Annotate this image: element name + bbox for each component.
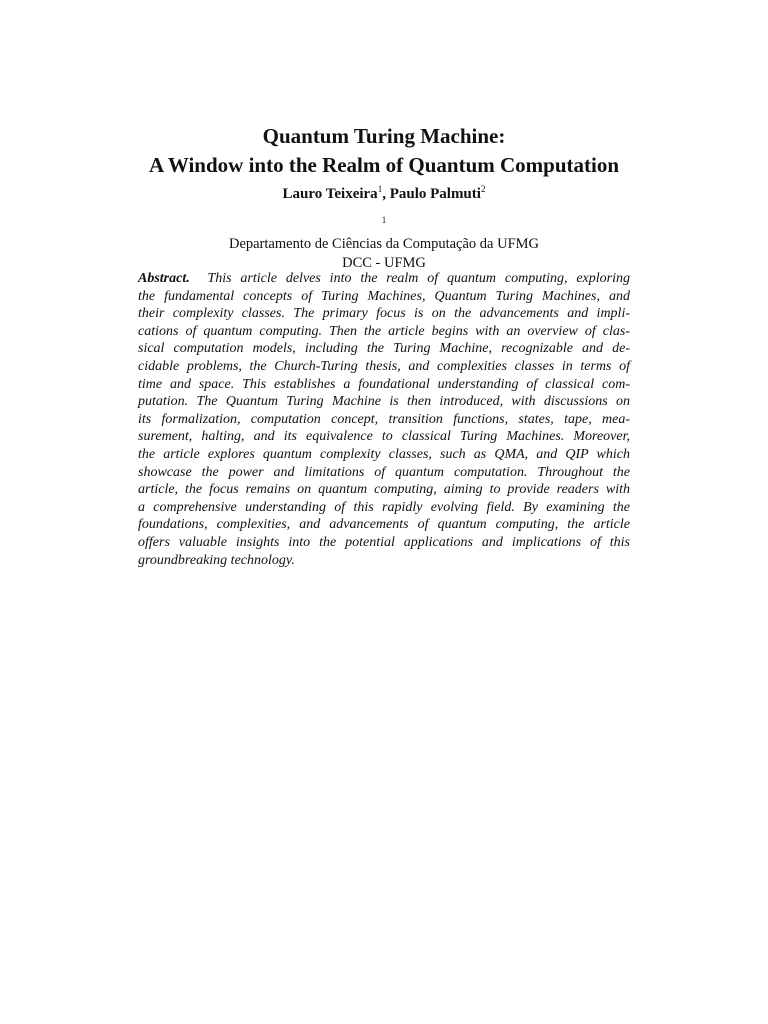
author-name: Paulo Palmuti: [389, 186, 481, 202]
abstract-line: its formalization, computation concept, transition functions, states, tape, mea-: [138, 411, 630, 427]
abstract-first-line-text: This article delves into the realm of quantum computing, exploring: [207, 271, 630, 286]
abstract-line: cidable problems, the Church-Turing thesis, and complexities classes in terms of: [138, 358, 630, 374]
title-line-2: A Window into the Realm of Quantum Computation: [148, 153, 620, 177]
abstract-line: article, the focus remains on quantum computing, aiming to provide readers with: [138, 482, 630, 498]
affiliation-line-2: DCC - UFMG: [342, 255, 426, 271]
affiliation-mark: 1: [381, 215, 387, 225]
title-line-1: Quantum Turing Machine:: [262, 124, 506, 148]
abstract-line: time and space. This establishes a foundational understanding of classical com-: [138, 376, 630, 392]
abstract-label: Abstract.: [138, 271, 190, 286]
affiliation: [0, 216, 768, 273]
abstract-line: foundations, complexities, and advancements of quantum computing, the article: [138, 517, 630, 533]
abstract-line: a comprehensive understanding of this rapidly evolving field. By examining the: [138, 499, 630, 515]
abstract-line: groundbreaking technology.: [138, 552, 295, 568]
abstract-line: their complexity classes. The primary focus is on the advancements and impli-: [138, 306, 630, 322]
abstract-line: surement, halting, and its equivalence to classical Turing Machines. Moreover,: [138, 429, 630, 445]
affiliation-line-1: [0, 216, 768, 254]
author-name: Lauro Teixeira: [282, 186, 378, 202]
abstract-line: the article explores quantum complexity classes, such as QMA, and QIP which: [138, 446, 630, 462]
abstract-line: the fundamental concepts of Turing Machines, Quantum Turing Machines, and: [138, 288, 630, 304]
abstract-line: [138, 270, 630, 288]
abstract-line: cations of quantum computing. Then the article begins with an overview of clas-: [138, 323, 630, 339]
abstract-line: showcase the power and limitations of quantum computation. Throughout the: [138, 464, 630, 480]
author-separator: ,: [382, 186, 390, 202]
author-affiliation-mark: 2: [480, 184, 486, 194]
abstract-line: putation. The Quantum Turing Machine is then introduced, with discussions on: [138, 394, 630, 410]
abstract: [138, 270, 630, 569]
abstract-line: offers valuable insights into the potential applications and implications of this: [138, 534, 630, 550]
abstract-line: sical computation models, including the Turing Machine, recognizable and de-: [138, 341, 630, 357]
author-affiliation-mark: 1: [377, 184, 383, 194]
author-list: [0, 184, 768, 204]
paper-title: [0, 122, 768, 180]
affiliation-name: Departamento de Ciências da Computação da UFMG: [228, 236, 540, 252]
